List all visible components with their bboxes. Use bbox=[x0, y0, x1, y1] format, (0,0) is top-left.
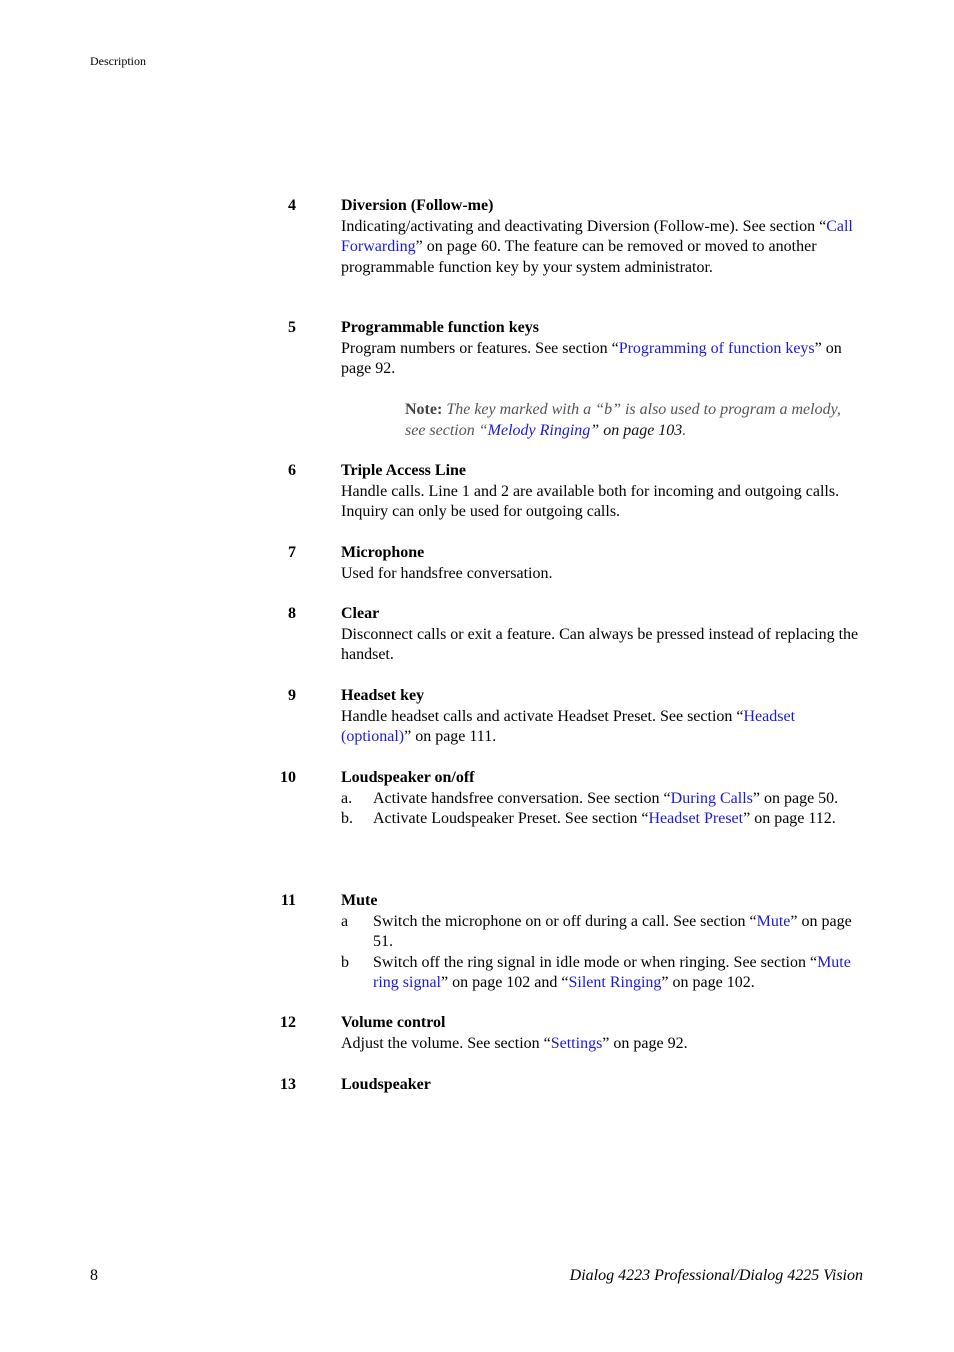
item-body bbox=[341, 604, 863, 666]
sub-item-a bbox=[341, 912, 863, 953]
document-title: Dialog 4223 Professional/Dialog 4225 Vision bbox=[569, 1267, 863, 1284]
item-title: Programmable function keys bbox=[341, 319, 539, 336]
sub-item-marker: a bbox=[341, 912, 349, 930]
item-title: Mute bbox=[341, 892, 378, 909]
text-run: Handle headset calls and activate Headset Preset. See section “ bbox=[341, 707, 744, 725]
item-text bbox=[341, 217, 863, 279]
item-number: 7 bbox=[288, 544, 296, 561]
link-programming-of-function-keys[interactable]: Programming of function keys bbox=[618, 339, 815, 357]
item-text: Handle calls. Line 1 and 2 are available both for incoming and outgoing calls. Inquiry can only be used for outgoing calls. bbox=[341, 482, 840, 520]
sub-item-b bbox=[341, 809, 863, 830]
note-label: Note: bbox=[405, 401, 443, 418]
item-body bbox=[341, 686, 863, 748]
text-run: Program numbers or features. See section “ bbox=[341, 339, 619, 357]
item-text bbox=[341, 707, 863, 748]
item-number: 9 bbox=[288, 687, 296, 704]
item-title: Clear bbox=[341, 605, 380, 622]
text-run: ” on page 60. The feature can be removed or moved to another programmable function key by your system administrator. bbox=[341, 238, 817, 276]
text-run: ” on page 50. bbox=[752, 789, 839, 807]
item-body bbox=[341, 1075, 863, 1096]
text-run: Adjust the volume. See section “ bbox=[341, 1034, 551, 1052]
item-number: 10 bbox=[280, 769, 296, 786]
item-title: Microphone bbox=[341, 544, 425, 561]
item-body bbox=[341, 543, 863, 584]
running-header: Description bbox=[90, 54, 146, 68]
item-body bbox=[341, 461, 863, 523]
item-body bbox=[341, 196, 863, 278]
link-melody-ringing[interactable]: Melody Ringing bbox=[487, 421, 591, 439]
sub-item-a bbox=[341, 789, 863, 810]
link-settings[interactable]: Settings bbox=[550, 1034, 603, 1052]
text-run: ” on page 102 and “ bbox=[441, 974, 569, 991]
item-number: 6 bbox=[288, 462, 296, 479]
page-number: 8 bbox=[90, 1267, 98, 1284]
text-run: ” on page 51. bbox=[373, 912, 852, 950]
text-run: ” on page 92. bbox=[602, 1034, 688, 1052]
link-during-calls[interactable]: During Calls bbox=[670, 789, 753, 807]
link-headset-preset[interactable]: Headset Preset bbox=[648, 810, 744, 827]
item-title: Triple Access Line bbox=[341, 462, 467, 479]
item-text bbox=[341, 339, 863, 380]
item-number: 8 bbox=[288, 605, 296, 622]
link-headset-optional[interactable]: Headset (optional) bbox=[341, 707, 796, 745]
item-title: Headset key bbox=[341, 687, 425, 704]
item-number: 13 bbox=[280, 1076, 296, 1093]
item-text: Disconnect calls or exit a feature. Can always be pressed instead of replacing the handset. bbox=[341, 625, 859, 663]
text-run: Switch the microphone on or off during a call. See section “ bbox=[373, 912, 757, 930]
item-number: 12 bbox=[280, 1014, 296, 1031]
item-title: Volume control bbox=[341, 1014, 446, 1031]
text-run: ” on page 112. bbox=[743, 810, 836, 827]
sub-item-b bbox=[341, 953, 863, 994]
text-run: Activate Loudspeaker Preset. See section “ bbox=[373, 810, 649, 827]
note bbox=[405, 400, 855, 441]
text-run: ” on page 111. bbox=[404, 728, 497, 745]
item-body bbox=[341, 318, 863, 380]
item-number: 11 bbox=[280, 892, 296, 909]
text-run: . bbox=[682, 421, 687, 439]
link-silent-ringing[interactable]: Silent Ringing bbox=[568, 974, 662, 991]
link-mute[interactable]: Mute bbox=[756, 912, 791, 930]
item-body bbox=[341, 1013, 863, 1054]
text-run: ” on page 103 bbox=[590, 421, 683, 439]
sub-item-marker: b. bbox=[341, 810, 353, 827]
sub-item-marker: a. bbox=[341, 789, 353, 807]
item-title: Loudspeaker bbox=[341, 1076, 431, 1093]
link-call-forwarding[interactable]: Call Forwarding bbox=[341, 217, 853, 255]
item-number: 5 bbox=[288, 319, 296, 336]
text-run: ” on page 92. bbox=[341, 339, 842, 377]
item-number: 4 bbox=[288, 197, 296, 214]
item-body bbox=[341, 768, 863, 830]
item-body bbox=[341, 891, 863, 994]
text-run: Switch off the ring signal in idle mode or when ringing. See section “ bbox=[373, 953, 818, 971]
text-run: Activate handsfree conversation. See section “ bbox=[373, 789, 671, 807]
item-title: Diversion (Follow-me) bbox=[341, 197, 494, 214]
item-title: Loudspeaker on/off bbox=[341, 769, 475, 786]
text-run: ” on page 102. bbox=[661, 974, 755, 991]
link-mute-ring-signal[interactable]: Mute ring signal bbox=[373, 953, 851, 991]
item-text bbox=[341, 1034, 863, 1055]
item-text: Used for handsfree conversation. bbox=[341, 564, 553, 582]
text-run: Indicating/activating and deactivating Diversion (Follow-me). See section “ bbox=[341, 217, 827, 235]
text-run: The key marked with a “b” is also used to program a melody, see section “ bbox=[405, 401, 841, 439]
sub-item-marker: b bbox=[341, 953, 349, 971]
